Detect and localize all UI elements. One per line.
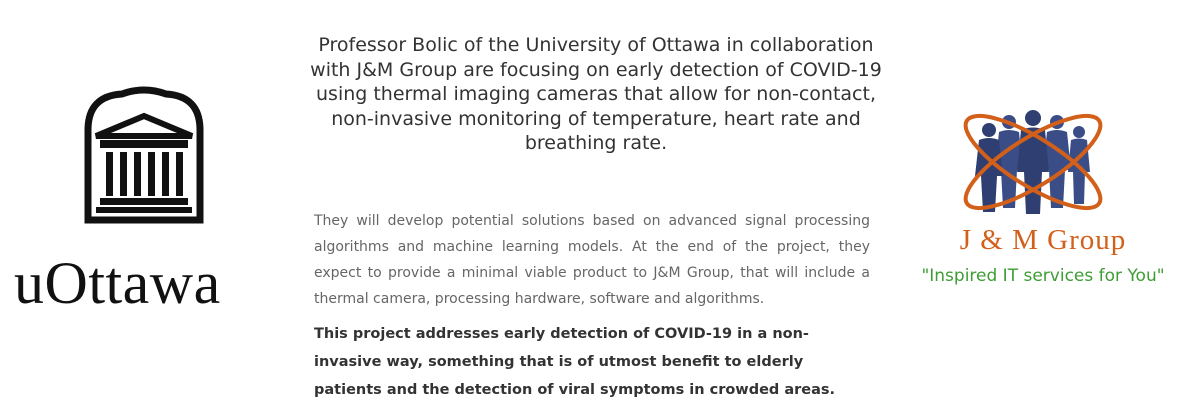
uottawa-building-crest-icon [82, 86, 206, 226]
business-people-orbit-icon [953, 100, 1113, 218]
body-paragraph: They will develop potential solutions based on advanced signal processing algorithms and machine learning models. At the end of the project, they expect to provide a minimal viable product to J&M Group, that will include a thermal camera, processing hardware, software and algorithms. [314, 213, 870, 307]
jm-group-name: J & M Group [959, 224, 1127, 256]
lead-paragraph: Professor Bolic of the University of Ottawa in collaboration with J&M Group are focusing on early detection of COVID-19 using thermal imaging cameras that allow for non-contact, non-invasive monitoring of temperature, heart rate and breathing rate. [310, 34, 882, 154]
jm-group-tagline: "Inspired IT services for You" [921, 266, 1165, 286]
uottawa-wordmark: uOttawa [14, 250, 221, 316]
jm-group-logo [895, 0, 1200, 412]
emphasis-paragraph: This project addresses early detection of COVID-19 in a non-invasive way, something that is of utmost benefit to elderly patients and the detection of viral symptoms in crowded areas. [314, 326, 836, 398]
uottawa-logo [0, 0, 290, 412]
project-description [300, 0, 890, 412]
